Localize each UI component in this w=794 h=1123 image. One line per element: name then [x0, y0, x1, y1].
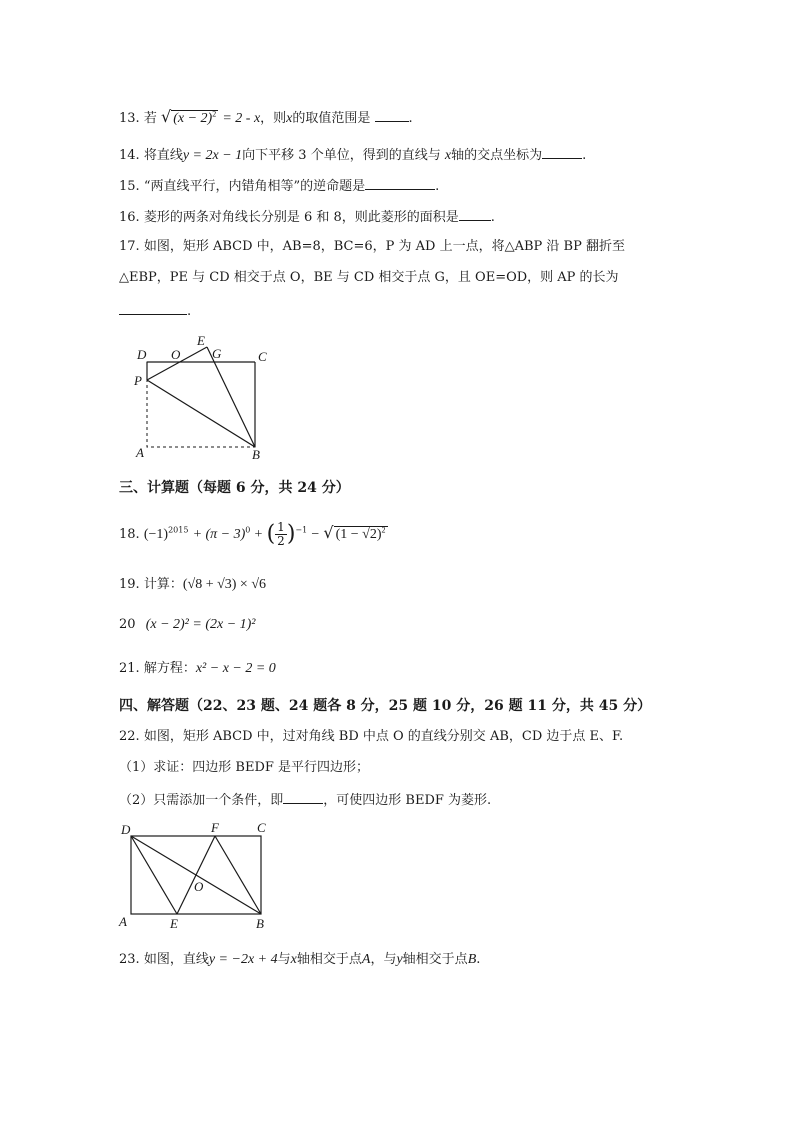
label-d: D: [137, 347, 147, 362]
question-22-part-1: （1）求证：四边形 BEDF 是平行四边形；: [119, 760, 370, 775]
rectangle-fold-figure: [130, 335, 280, 460]
radicand: $(1 - √2)^2$: [335, 525, 386, 542]
radical-sign: √: [160, 107, 172, 126]
label-e: E: [197, 335, 205, 348]
question-21: 21. 解方程：x² − x − 2 = 0: [119, 661, 276, 676]
question-19: 19. 计算：(√8 + √3) × √6: [119, 577, 267, 592]
answer-blank[interactable]: [375, 108, 409, 122]
question-18: 18. $(-1)^{2015} + (\pi - 3)^0$ + ( $\frac{1}{2}$ )$^{-1}$ − √ $(1 - √2)^2$: [119, 520, 386, 548]
label-g: G: [212, 346, 222, 361]
label-b: B: [252, 447, 260, 460]
label-d: D: [121, 822, 131, 837]
question-number: 13.: [119, 111, 140, 126]
answer-blank[interactable]: [119, 301, 187, 315]
question-14: 14. 将直线y = 2x − 1向下平移 3 个单位，得到的直线与 x轴的交点坐标为 .: [119, 145, 586, 165]
question-20: 20 (x − 2)² = (2x − 1)²: [119, 617, 256, 632]
label-b: B: [256, 916, 264, 931]
segment-fb: [215, 836, 261, 914]
original-rectangle: [147, 362, 255, 447]
rectangle-rhombus-figure: [115, 818, 275, 933]
answer-blank[interactable]: [283, 790, 323, 804]
question-16: 16. 菱形的两条对角线长分别是 6 和 8，则此菱形的面积是 .: [119, 207, 495, 227]
label-e: E: [170, 916, 178, 931]
label-o: O: [194, 879, 204, 894]
question-23: 23. 如图，直线y = −2x + 4与x轴相交于点A，与y轴相交于点B.: [119, 952, 481, 967]
question-22-line-1: 22. 如图，矩形 ABCD 中，过对角线 BD 中点 O 的直线分别交 AB，CD 边于点 E、F.: [119, 729, 624, 744]
radicand: $(x - 2)^2$: [173, 109, 217, 126]
label-a: A: [119, 914, 127, 929]
fraction: $\frac{1}{2}$: [277, 520, 285, 548]
answer-blank[interactable]: [365, 176, 435, 190]
label-c: C: [258, 349, 267, 364]
answer-blank[interactable]: [542, 145, 582, 159]
segment-ef: [177, 836, 215, 914]
label-p: P: [134, 373, 142, 388]
answer-blank[interactable]: [459, 207, 491, 221]
question-17-line-2: △EBP，PE 与 CD 相交于点 O，BE 与 CD 相交于点 G，且 OE=OD，则 AP 的长为: [119, 270, 619, 285]
question-22-part-2: （2）只需添加一个条件，即 ，可使四边形 BEDF 为菱形.: [119, 790, 491, 810]
question-17-line-3: .: [119, 301, 191, 321]
question-17-line-1: 17. 如图，矩形 ABCD 中，AB=8，BC=6，P 为 AD 上一点，将△ABP 沿 BP 翻折至: [119, 239, 625, 254]
segment-de: [131, 836, 177, 914]
section-4-title: 四、解答题（22、23 题、24 题各 8 分，25 题 10 分，26 题 11 分，共 45 分）: [119, 698, 652, 714]
label-a: A: [136, 445, 144, 460]
label-f: F: [211, 820, 219, 835]
section-3-title: 三、计算题（每题 6 分，共 24 分）: [119, 480, 350, 496]
question-13: 13. 若 √ $(x - 2)^2 = 2 - x$，则x的取值范围是 .: [119, 107, 413, 126]
question-15: 15. “两直线平行，内错角相等”的逆命题是 .: [119, 176, 439, 196]
radical-sign: √: [323, 523, 334, 542]
label-c: C: [257, 820, 266, 835]
label-o: O: [171, 347, 181, 362]
